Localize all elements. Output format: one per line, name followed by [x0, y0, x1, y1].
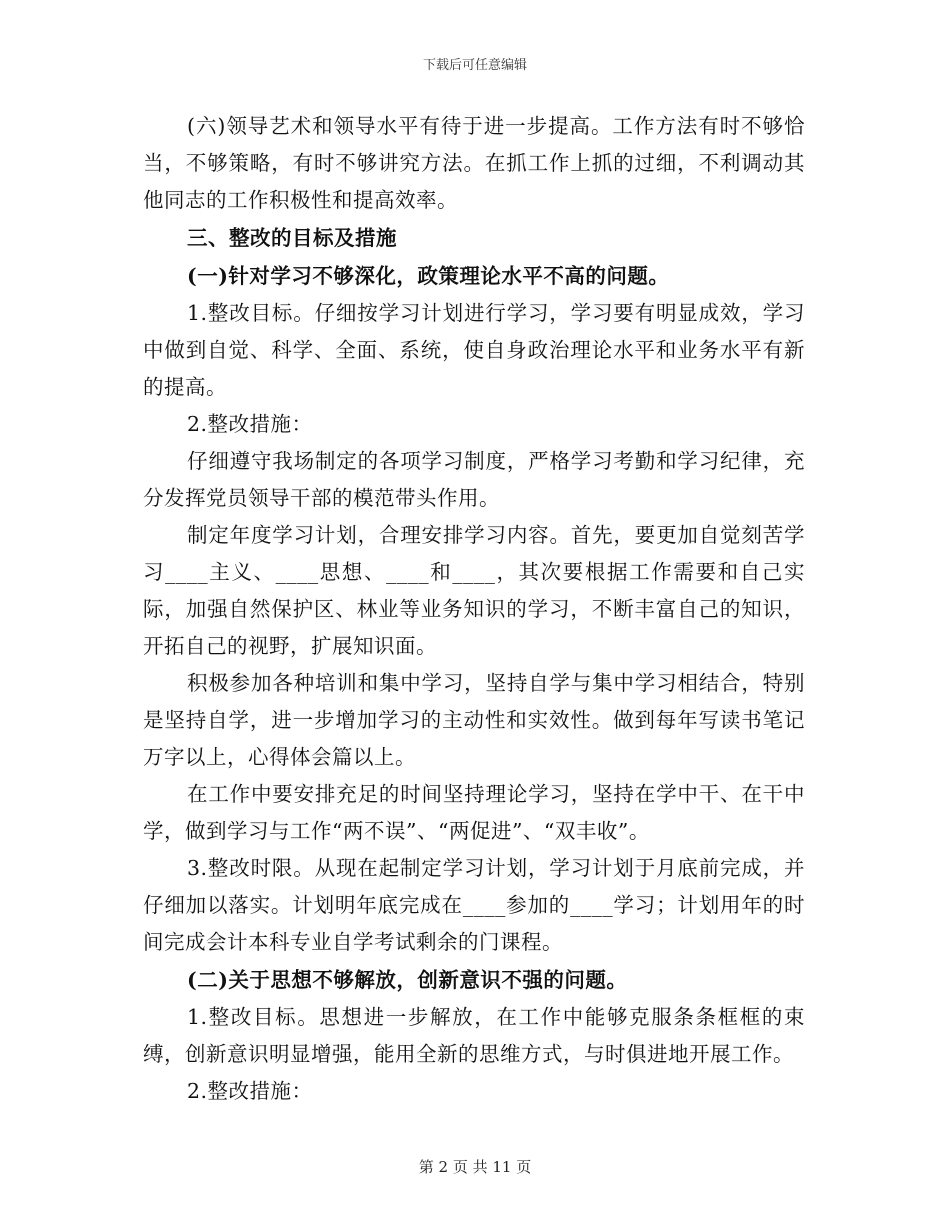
subsection-heading-1: (一)针对学习不够深化，政策理论水平不高的问题。	[187, 264, 670, 288]
document-body	[143, 108, 805, 1110]
paragraph-measures-label-2: 2.整改措施：	[187, 1079, 313, 1103]
paragraph-1: (六)领导艺术和领导水平有待于进一步提高。工作方法有时不够恰当，不够策略，有时不够讲究方法。在抓工作上抓的过细，不利调动其他同志的工作积极性和提高效率。	[143, 114, 805, 212]
subsection-heading-2: (二)关于思想不够解放，创新意识不强的问题。	[187, 968, 628, 992]
paragraph-measure-1: 仔细遵守我场制定的各项学习制度，严格学习考勤和学习纪律，充分发挥党员领导干部的模范带头作用。	[143, 449, 805, 510]
paragraph-deadline-1: 3.整改时限。从现在起制定学习计划，学习计划于月底前完成，并仔细加以落实。计划明年底完成在____参加的____学习；计划用年的时间完成会计本科专业自学考试剩余的门课程。	[143, 856, 805, 954]
paragraph-goal-2: 1.整改目标。思想进一步解放，在工作中能够克服条条框框的束缚，创新意识明显增强，能用全新的思维方式，与时俱进地开展工作。	[143, 1005, 805, 1066]
paragraph-goal-1: 1.整改目标。仔细按学习计划进行学习，学习要有明显成效，学习中做到自觉、科学、全面、系统，使自身政治理论水平和业务水平有新的提高。	[143, 301, 805, 399]
paragraph-measure-4: 在工作中要安排充足的时间坚持理论学习，坚持在学中干、在干中学，做到学习与工作“两不误”、“两促进”、“双丰收”。	[143, 782, 805, 843]
page-header: 下载后可任意编辑	[422, 58, 527, 73]
paragraph-measure-2: 制定年度学习计划，合理安排学习内容。首先，要更加自觉刻苦学习____主义、____思想、____和____，其次要根据工作需要和自己实际，加强自然保护区、林业等业务知识的学习，不断丰富自己的知识，开拓自己的视野，扩展知识面。	[143, 523, 805, 658]
paragraph-measure-3: 积极参加各种培训和集中学习，坚持自学与集中学习相结合，特别是坚持自学，进一步增加学习的主动性和实效性。做到每年写读书笔记万字以上，心得体会篇以上。	[143, 671, 805, 769]
page-footer: 第 2 页 共 11 页	[418, 1158, 532, 1176]
paragraph-measures-label-1: 2.整改措施：	[187, 412, 313, 436]
section-heading-3: 三、整改的目标及措施	[187, 226, 397, 250]
